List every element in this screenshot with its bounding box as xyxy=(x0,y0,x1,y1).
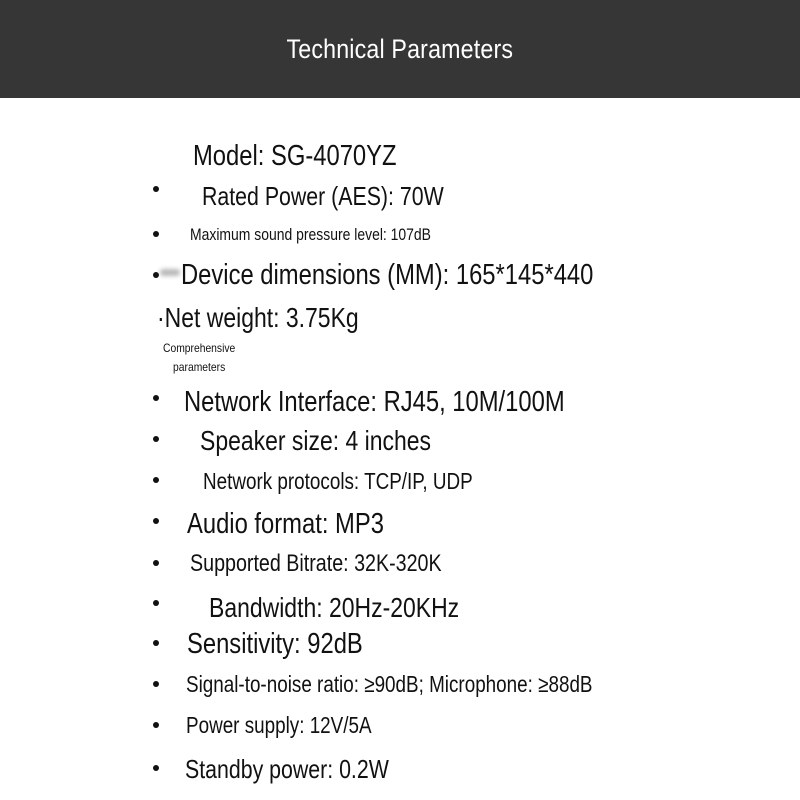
bullet-icon xyxy=(153,436,159,442)
spec-snr: Signal-to-noise ratio: ≥90dB; Microphone: ≥88dB xyxy=(186,671,593,697)
bullet-icon xyxy=(153,231,159,237)
spec-standby-power: Standby power: 0.2W xyxy=(185,754,389,784)
spec-power-supply: Power supply: 12V/5A xyxy=(186,712,372,738)
spec-dimensions: Device dimensions (MM): 165*145*440 xyxy=(181,259,594,291)
spec-network-interface: Network Interface: RJ45, 10M/100M xyxy=(184,386,565,418)
bullet-icon xyxy=(153,560,159,566)
bullet-icon xyxy=(153,600,159,606)
spec-rated-power: Rated Power (AES): 70W xyxy=(202,181,444,211)
bullet-icon xyxy=(153,640,159,646)
bullet-icon xyxy=(153,722,159,728)
spec-network-protocols: Network protocols: TCP/IP, UDP xyxy=(203,468,473,494)
spec-model: Model: SG-4070YZ xyxy=(193,140,397,172)
spec-sensitivity: Sensitivity: 92dB xyxy=(187,628,363,660)
bullet-icon xyxy=(153,477,159,483)
bullet-icon xyxy=(153,272,159,278)
spec-net-weight: ·Net weight: 3.75Kg xyxy=(157,302,359,333)
bullet-icon xyxy=(153,681,159,687)
spec-max-spl: Maximum sound pressure level: 107dB xyxy=(190,225,431,244)
spec-bandwidth: Bandwidth: 20Hz-20KHz xyxy=(209,592,460,623)
bullet-icon xyxy=(153,186,159,192)
bullet-icon xyxy=(153,518,159,524)
spec-speaker-size: Speaker size: 4 inches xyxy=(200,425,432,456)
smudge-mark xyxy=(160,269,180,276)
bullet-icon xyxy=(153,765,159,771)
header-bar xyxy=(0,0,800,98)
page-title: Technical Parameters xyxy=(286,33,514,64)
bullet-icon xyxy=(153,395,159,401)
spec-audio-format: Audio format: MP3 xyxy=(187,508,384,540)
spec-bitrate: Supported Bitrate: 32K-320K xyxy=(190,550,442,577)
comprehensive-parameters-note: Comprehensive parameters xyxy=(163,341,236,374)
